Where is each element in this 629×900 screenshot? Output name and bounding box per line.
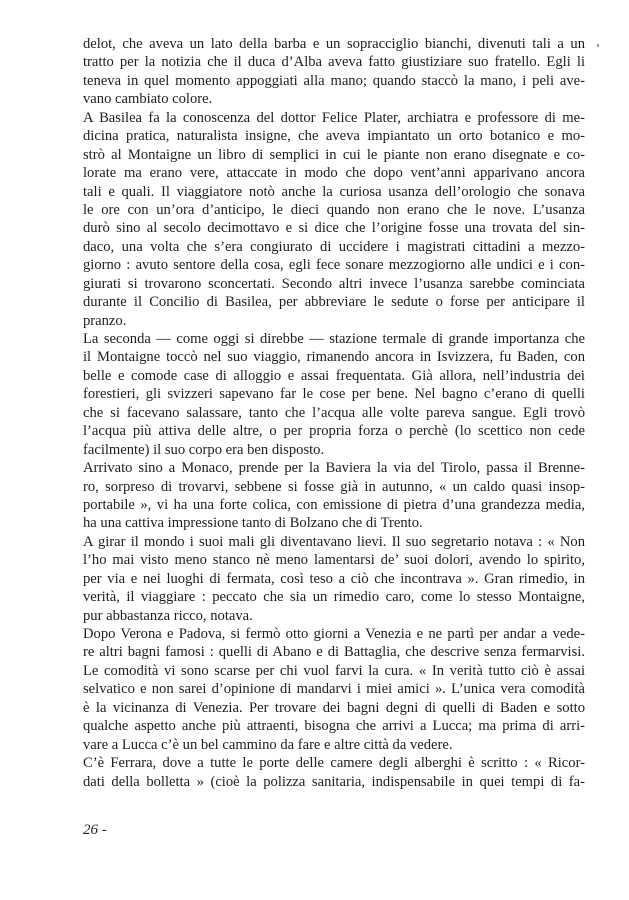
text-line: strò al Montaigne un libro di semplici in cui le piante non erano disegnate e co-	[83, 146, 585, 163]
text-line: belle e comode case di alloggio e assai frequentata. Già allora, nell’industria dei	[83, 367, 585, 384]
text-line: qualche aspetto anche più attraenti, bisogna che arrivi a Lucca; ma prima di arri-	[83, 718, 585, 735]
text-line: ro, sorpreso di trovarvi, sebbene si fosse già in autunno, « un caldo quasi insop-	[83, 478, 585, 495]
text-line: A girar il mondo i suoi mali gli diventavano lievi. Il suo segretario notava : « Non	[83, 533, 585, 550]
text-line: re altri bagni famosi : quelli di Abano e di Battaglia, che descrive senza fermarvisi.	[83, 644, 585, 661]
text-line: pranzo.	[83, 312, 127, 329]
text-line: l’acqua più attiva delle altre, o per propria forza o perchè (lo scettico non cede	[83, 423, 585, 440]
text-line: C’è Ferrara, dove a tutte le porte delle camere degli alberghi è scritto : « Ricor-	[83, 755, 585, 772]
text-line: ha una cattiva impressione tanto di Bolzano che di Trento.	[83, 515, 423, 532]
text-line: Arrivato sino a Monaco, prende per la Baviera la via del Tirolo, passa il Brenne-	[83, 460, 585, 477]
text-line: A Basilea fa la conoscenza del dottor Felice Plater, archiatra e professore di me-	[83, 109, 585, 126]
text-line: facilmente) il suo corpo era ben disposto.	[83, 441, 325, 458]
page-number: 26 -	[83, 822, 107, 838]
text-line: portabile », vi ha una forte colica, con emissione di pietra d’una grandezza media,	[83, 496, 585, 513]
text-line: il Montaigne toccò nel suo viaggio, rimanendo ancora in Isvizzera, fu Baden, con	[83, 349, 585, 366]
scan-speck	[597, 44, 599, 47]
text-line: daco, una volta che s’era congiurato di uccidere i magistrati cittadini a mezzo-	[83, 238, 585, 255]
text-line: vano cambiato colore.	[83, 91, 213, 108]
text-line: dicina pratica, naturalista insigne, che aveva impiantato un orto botanico e mo-	[83, 128, 585, 145]
text-line: durò sino al secolo decimottavo e si dice che l’origine fosse una trovata del sin-	[83, 220, 585, 237]
text-line: delot, che aveva un lato della barba e un sopracciglio bianchi, divenuti tali a un	[83, 36, 585, 52]
text-line: Dopo Verona e Padova, si fermò otto giorni a Venezia e ne partì per andar a vede-	[83, 626, 585, 642]
text-line: per via e nei luoghi di fermata, così teso a ciò che incontrava ». Gran rimedio, in	[83, 570, 585, 587]
text-line: lorate ma erano vere, attaccate in modo che dopo vent’anni apparivano ancora	[83, 165, 585, 182]
text-line: verità, il viaggiare : peccato che sia un rimedio caro, come lo stesso Montaigne,	[83, 589, 585, 606]
text-line: forestieri, gli svizzeri sapevano far le cose per bene. Nel bagno c’erano di quelli	[83, 386, 585, 403]
text-line: giurati si trovarono sconcertati. Secondo altri invece l’usanza sarebbe cominciata	[83, 275, 585, 292]
text-line: La seconda — come oggi si direbbe — stazione termale di grande importanza che	[83, 331, 585, 347]
text-line: dati della bolletta » (cioè la polizza sanitaria, indispensabile in quei tempi di fa-	[83, 773, 585, 790]
text-line: che si facevano salassare, tanto che l’acqua alle volte pareva sangue. Egli trovò	[83, 404, 585, 421]
text-line: selvatico e non sarei d’opinione di mandarvi i miei amici ». L’unica vera comodità	[83, 681, 585, 698]
text-line: teneva in quel momento appoggiati alla mano; quando staccò la mano, i peli ave-	[83, 72, 585, 89]
text-line: pur abbastanza ricco, notava.	[83, 607, 253, 624]
text-line: l’ho mai visto meno stanco nè meno lamentarsi de’ suoi dolori, avendo lo spirito,	[83, 552, 585, 569]
text-line: durante il Concilio di Basilea, per abbreviare le sedute o forse per anticipare il	[83, 294, 585, 311]
text-line: tali e quali. Il viaggiatore notò anche la curiosa usanza dell’orologio che sonava	[83, 183, 585, 200]
text-line: Le comodità vi sono scarse per chi vuol farvi la cura. « In verità tutto ciò è assai	[83, 662, 585, 679]
text-line: giorno : avuto sentore della cosa, egli fece sonare mezzogiorno alle undici e i con-	[83, 257, 585, 274]
page-body-text	[83, 35, 585, 791]
text-line: vare a Lucca c’è un bel cammino da fare e altre città da vedere.	[83, 736, 453, 753]
text-line: è la vicinanza di Venezia. Per trovare dei bagni degni di quelli di Baden e sotto	[83, 699, 585, 716]
text-line: tratto per la notizia che il duca d’Alba aveva fatto giustiziare suo fratello. Egli li	[83, 54, 585, 71]
text-line: le ore con un’ora d’anticipo, le dieci quando non erano che le nove. L’usanza	[83, 201, 585, 218]
